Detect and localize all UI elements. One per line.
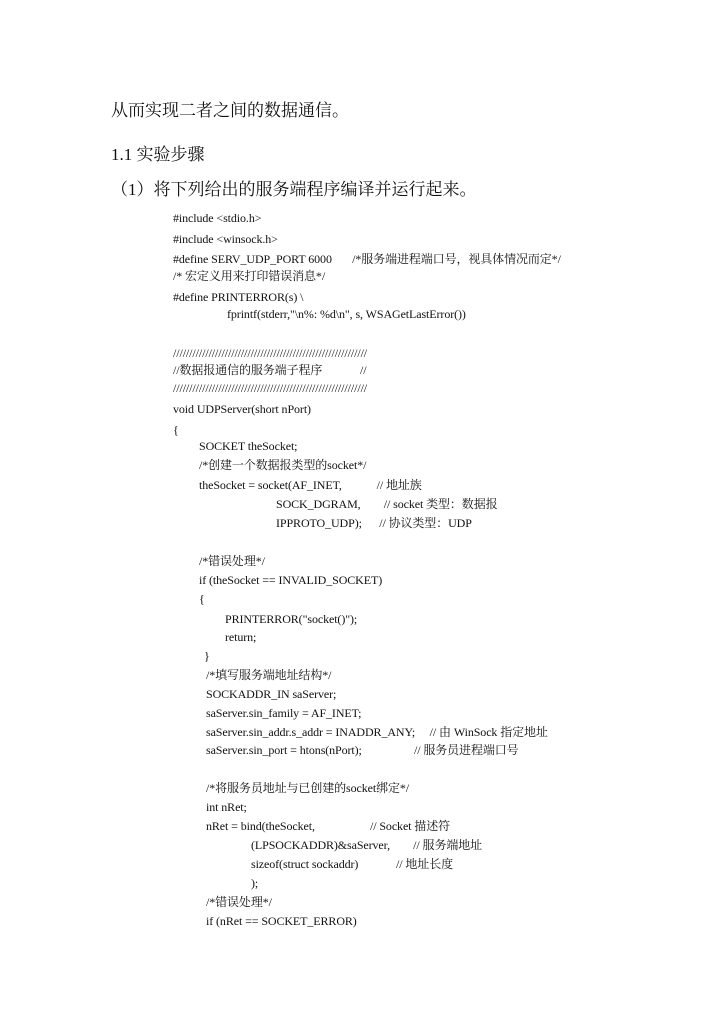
code-line: (LPSOCKADDR)&saServer, // 服务端地址 <box>251 838 483 852</box>
code-line: PRINTERROR("socket()"); <box>225 612 358 626</box>
code-line: fprintf(stderr,"\n%: %d\n", s, WSAGetLastError()) <box>227 307 466 321</box>
code-line: saServer.sin_family = AF_INET; <box>206 706 362 720</box>
code-line: { <box>173 423 179 437</box>
code-line: saServer.sin_addr.s_addr = INADDR_ANY; // 由 WinSock 指定地址 <box>206 725 548 739</box>
step-1-instruction: （1）将下列给出的服务端程序编译并运行起来。 <box>111 180 477 199</box>
code-line: #define PRINTERROR(s) \ <box>173 290 304 304</box>
code-line: /*错误处理*/ <box>199 554 265 568</box>
code-line: IPPROTO_UDP); // 协议类型：UDP <box>276 516 472 530</box>
code-line: #define SERV_UDP_PORT 6000 /*服务端进程端口号，视具体情况而定*/ <box>173 252 561 266</box>
code-line: /* 宏定义用来打印错误消息*/ <box>173 269 326 283</box>
code-line: nRet = bind(theSocket, // Socket 描述符 <box>206 819 451 833</box>
code-line: SOCK_DGRAM, // socket 类型：数据报 <box>276 497 498 511</box>
code-line: { <box>199 592 205 606</box>
code-line: SOCKET theSocket; <box>199 439 298 453</box>
code-line: //数据报通信的服务端子程序 // <box>173 363 367 377</box>
code-line: /*创建一个数据报类型的socket*/ <box>199 458 367 472</box>
code-line: SOCKADDR_IN saServer; <box>206 687 337 701</box>
code-line: void UDPServer(short nPort) <box>173 402 311 416</box>
intro-line: 从而实现二者之间的数据通信。 <box>111 101 349 120</box>
code-line: #include <stdio.h> <box>173 211 262 225</box>
code-line: //////////////////////////////////////////////////////////// <box>173 381 368 395</box>
code-line: /*填写服务端地址结构*/ <box>206 668 332 682</box>
code-line: if (nRet == SOCKET_ERROR) <box>206 914 357 928</box>
code-line: int nRet; <box>206 800 247 814</box>
section-heading: 1.1 实验步骤 <box>111 145 205 164</box>
code-line: } <box>204 649 210 663</box>
code-line: ); <box>251 876 259 890</box>
code-line: /*错误处理*/ <box>206 895 272 909</box>
code-line: saServer.sin_port = htons(nPort); // 服务员进程端口号 <box>206 743 519 757</box>
code-line: return; <box>225 630 257 644</box>
code-line: sizeof(struct sockaddr) // 地址长度 <box>251 857 453 871</box>
code-line: if (theSocket == INVALID_SOCKET) <box>199 573 383 587</box>
code-line: //////////////////////////////////////////////////////////// <box>173 346 368 360</box>
code-line: theSocket = socket(AF_INET, // 地址族 <box>199 478 422 492</box>
code-line: #include <winsock.h> <box>173 232 278 246</box>
code-line: /*将服务员地址与已创建的socket绑定*/ <box>206 781 410 795</box>
